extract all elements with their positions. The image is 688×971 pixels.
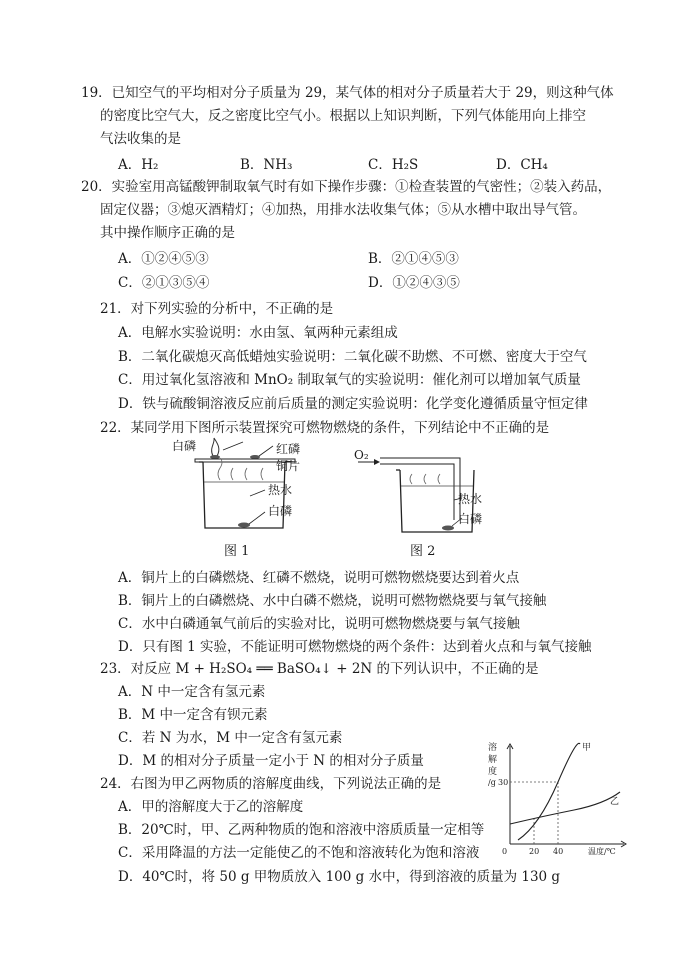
q22-option-c: C．水中白磷通氧气前后的实验对比，说明可燃物燃烧要与氧气接触 bbox=[118, 616, 520, 632]
q23-option-d: D．M 的相对分子质量一定小于 N 的相对分子质量 bbox=[118, 753, 424, 769]
q24-option-d: D．40℃时，将 50 g 甲物质放入 100 g 水中，得到溶液的质量为 130 g bbox=[118, 869, 561, 885]
fig2-label-oxygen: O₂ bbox=[354, 448, 369, 462]
q19-option-c: C．H₂S bbox=[368, 157, 419, 173]
fig1-label-hot-water: 热水 bbox=[268, 483, 293, 497]
origin-label: 0 bbox=[502, 847, 508, 856]
series-label-yi: 乙 bbox=[610, 797, 620, 807]
question-20 bbox=[81, 176, 620, 245]
question-19 bbox=[81, 82, 620, 151]
series-label-jia: 甲 bbox=[582, 743, 592, 753]
q19-option-b: B．NH₃ bbox=[240, 157, 293, 173]
y-label-2: 解 bbox=[488, 755, 498, 765]
figure-1-caption: 图 1 bbox=[224, 544, 250, 559]
q20-line3: 其中操作顺序正确的是 bbox=[100, 225, 235, 241]
y-label-4: /g bbox=[488, 778, 496, 787]
q19-line2: 的密度比空气大，反之密度比空气小。根据以上知识判断，下列气体能用向上排空 bbox=[100, 108, 586, 124]
q20-option-c: C．②①③⑤④ bbox=[118, 275, 210, 291]
y-label-3: 度 bbox=[488, 767, 498, 777]
q21-option-c: C．用过氧化氢溶液和 MnO₂ 制取氧气的实验说明：催化剂可以增加氧气质量 bbox=[118, 372, 581, 388]
fig1-label-white-phosphorus-top: 白磷 bbox=[172, 439, 197, 453]
fig1-label-white-phosphorus-bottom: 白磷 bbox=[268, 504, 293, 518]
q19-option-a: A．H₂ bbox=[118, 157, 159, 173]
figure-2-caption: 图 2 bbox=[410, 544, 436, 559]
q24-option-a: A．甲的溶解度大于乙的溶解度 bbox=[118, 799, 304, 815]
figure-1-apparatus bbox=[185, 436, 325, 536]
q21-stem: 21．对下列实验的分析中，不正确的是 bbox=[100, 301, 334, 317]
y-tick-30: 30 bbox=[498, 778, 509, 787]
q22-option-a: A．铜片上的白磷燃烧、红磷不燃烧，说明可燃物燃烧要达到着火点 bbox=[118, 570, 520, 586]
q24-option-c: C．采用降温的方法一定能使乙的不饱和溶液转化为饱和溶液 bbox=[118, 845, 480, 861]
q23-stem: 23．对反应 M + H₂SO₄ ══ BaSO₄↓ + 2N 的下列认识中，不正确的是 bbox=[100, 661, 539, 677]
q19-line1: 19．已知空气的平均相对分子质量为 29，某气体的相对分子质量若大于 29，则这种气体 bbox=[81, 85, 614, 101]
x-tick-20: 20 bbox=[529, 847, 540, 856]
y-label-1: 溶 bbox=[488, 743, 498, 753]
fig1-label-red-phosphorus: 红磷 bbox=[276, 442, 301, 456]
q21-option-b: B．二氧化碳熄灭高低蜡烛实验说明：二氧化碳不助燃、不可燃、密度大于空气 bbox=[118, 349, 587, 365]
x-tick-40: 40 bbox=[553, 847, 564, 856]
q24-option-b: B．20℃时，甲、乙两种物质的饱和溶液中溶质质量一定相等 bbox=[118, 822, 485, 838]
fig1-label-copper: 铜片 bbox=[276, 459, 301, 473]
curve-jia bbox=[518, 743, 580, 840]
q23-option-c: C．若 N 为水，M 中一定含有氢元素 bbox=[118, 730, 343, 746]
q22-option-b: B．铜片上的白磷燃烧、水中白磷不燃烧，说明可燃物燃烧要与氧气接触 bbox=[118, 593, 547, 609]
q20-option-b: B．②①④⑤③ bbox=[368, 251, 459, 267]
q20-option-d: D．①②④③⑤ bbox=[368, 275, 460, 291]
x-axis-label: 温度/℃ bbox=[588, 847, 616, 856]
q19-option-d: D．CH₄ bbox=[496, 157, 548, 173]
q20-option-a: A．①②④⑤③ bbox=[118, 251, 209, 267]
q20-line1: 20．实验室用高锰酸钾制取氧气时有如下操作步骤：①检查装置的气密性；②装入药品， bbox=[81, 179, 612, 195]
solubility-curve-chart bbox=[484, 740, 634, 864]
q21-option-d: D．铁与硫酸铜溶液反应前后质量的测定实验说明：化学变化遵循质量守恒定律 bbox=[118, 396, 588, 412]
q23-option-a: A．N 中一定含有氢元素 bbox=[118, 684, 266, 700]
curve-yi bbox=[510, 792, 620, 824]
q21-option-a: A．电解水实验说明：水由氢、氧两种元素组成 bbox=[118, 325, 398, 341]
fig2-label-white-phosphorus: 白磷 bbox=[458, 512, 483, 526]
q22-stem: 22．某同学用下图所示装置探究可燃物燃烧的条件，下列结论中不正确的是 bbox=[100, 420, 550, 436]
fig2-label-hot-water: 热水 bbox=[458, 492, 483, 506]
q22-option-d: D．只有图 1 实验，不能证明可燃物燃烧的两个条件：达到着火点和与氧气接触 bbox=[118, 639, 592, 655]
q20-line2: 固定仪器；③熄灭酒精灯；④加热，用排水法收集气体；⑤从水槽中取出导气管。 bbox=[100, 202, 586, 218]
q23-option-b: B．M 中一定含有钡元素 bbox=[118, 707, 268, 723]
q19-line3: 气法收集的是 bbox=[100, 131, 181, 147]
q24-stem: 24．右图为甲乙两物质的溶解度曲线，下列说法正确的是 bbox=[100, 776, 442, 792]
